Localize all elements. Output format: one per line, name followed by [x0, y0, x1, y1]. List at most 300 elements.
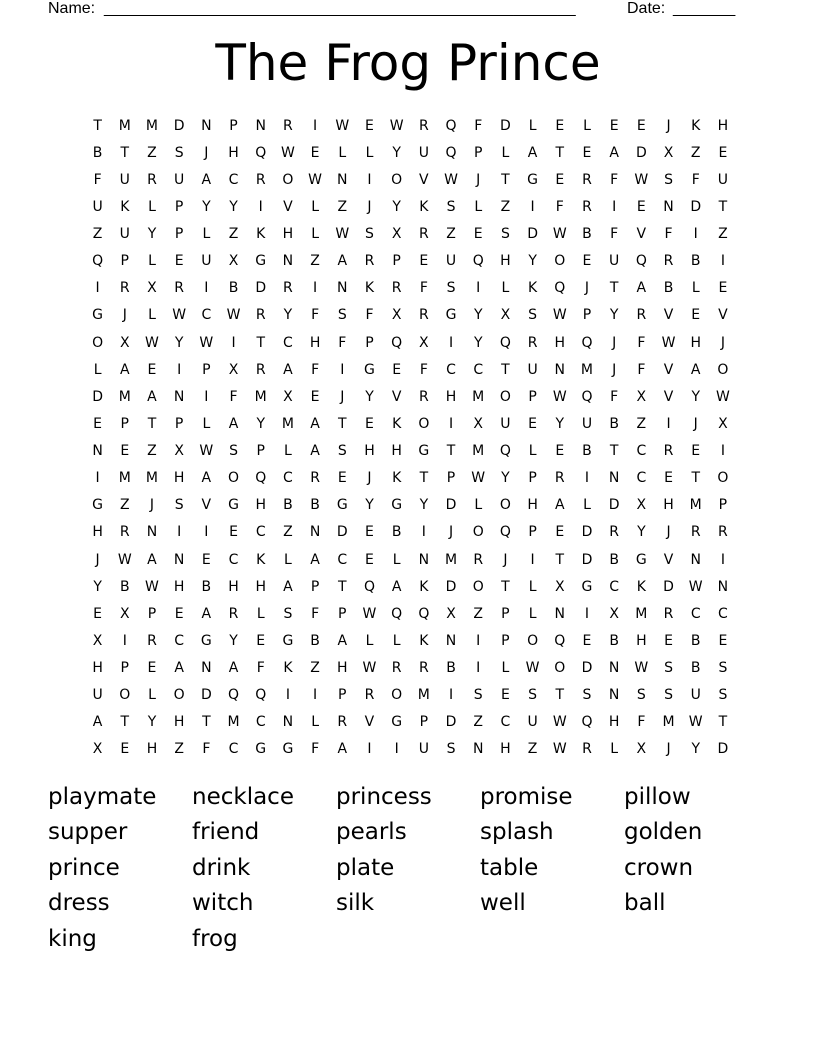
- grid-letter[interactable]: A: [337, 632, 348, 649]
- grid-letter[interactable]: Q: [499, 334, 511, 351]
- grid-letter[interactable]: P: [310, 578, 320, 595]
- grid-letter[interactable]: H: [500, 741, 511, 758]
- grid-letter[interactable]: A: [337, 253, 348, 270]
- grid-letter[interactable]: E: [582, 253, 592, 270]
- grid-letter[interactable]: U: [527, 361, 538, 378]
- grid-letter[interactable]: M: [118, 117, 131, 134]
- grid-letter[interactable]: Z: [337, 198, 348, 215]
- grid-letter[interactable]: I: [666, 415, 671, 432]
- grid-letter[interactable]: E: [147, 660, 157, 677]
- grid-letter[interactable]: Q: [581, 334, 593, 351]
- grid-letter[interactable]: K: [419, 198, 429, 215]
- grid-letter[interactable]: P: [528, 388, 537, 405]
- grid-letter[interactable]: K: [256, 551, 266, 568]
- grid-letter[interactable]: T: [93, 117, 102, 134]
- grid-letter[interactable]: B: [609, 632, 619, 649]
- grid-letter[interactable]: K: [419, 632, 429, 649]
- grid-letter[interactable]: U: [201, 253, 212, 270]
- grid-letter[interactable]: V: [663, 551, 674, 568]
- grid-letter[interactable]: N: [717, 578, 729, 595]
- grid-letter[interactable]: L: [284, 443, 292, 460]
- grid-letter[interactable]: P: [582, 307, 592, 324]
- grid-letter[interactable]: Z: [718, 226, 728, 243]
- grid-letter[interactable]: S: [174, 144, 184, 161]
- grid-letter[interactable]: E: [555, 171, 565, 188]
- grid-letter[interactable]: E: [718, 144, 728, 161]
- grid-letter[interactable]: D: [581, 660, 593, 677]
- grid-letter[interactable]: H: [445, 388, 457, 405]
- grid-letter[interactable]: N: [282, 253, 294, 270]
- grid-letter[interactable]: A: [609, 144, 619, 161]
- grid-letter[interactable]: E: [120, 741, 130, 758]
- grid-letter[interactable]: N: [608, 687, 620, 704]
- grid-letter[interactable]: C: [283, 334, 293, 351]
- grid-letter[interactable]: M: [662, 714, 675, 731]
- grid-letter[interactable]: V: [718, 307, 728, 324]
- grid-letter[interactable]: L: [148, 687, 156, 704]
- grid-letter[interactable]: B: [690, 632, 701, 649]
- grid-letter[interactable]: O: [173, 687, 185, 704]
- grid-letter[interactable]: H: [364, 443, 375, 460]
- grid-letter[interactable]: N: [255, 117, 266, 134]
- grid-letter[interactable]: R: [473, 551, 484, 568]
- grid-letter[interactable]: A: [119, 361, 130, 378]
- grid-letter[interactable]: L: [691, 280, 700, 297]
- grid-letter[interactable]: D: [336, 524, 348, 541]
- grid-letter[interactable]: X: [228, 253, 239, 270]
- grid-letter[interactable]: Q: [581, 388, 593, 405]
- grid-letter[interactable]: D: [690, 198, 702, 215]
- grid-letter[interactable]: S: [446, 741, 456, 758]
- grid-letter[interactable]: K: [364, 280, 375, 297]
- grid-letter[interactable]: I: [204, 524, 209, 541]
- grid-letter[interactable]: W: [525, 660, 540, 677]
- grid-letter[interactable]: R: [663, 605, 674, 622]
- grid-letter[interactable]: D: [92, 388, 103, 405]
- grid-letter[interactable]: P: [120, 415, 129, 432]
- grid-letter[interactable]: F: [664, 226, 673, 243]
- grid-letter[interactable]: O: [119, 687, 131, 704]
- grid-letter[interactable]: M: [254, 388, 267, 405]
- grid-letter[interactable]: I: [448, 334, 454, 351]
- grid-letter[interactable]: M: [417, 687, 430, 704]
- grid-letter[interactable]: J: [340, 388, 345, 405]
- grid-letter[interactable]: Z: [473, 605, 484, 622]
- grid-letter[interactable]: A: [147, 551, 157, 568]
- grid-letter[interactable]: B: [310, 497, 320, 514]
- grid-letter[interactable]: O: [391, 171, 403, 188]
- grid-letter[interactable]: E: [691, 307, 701, 324]
- grid-letter[interactable]: W: [172, 307, 187, 324]
- grid-letter[interactable]: E: [473, 226, 483, 243]
- grid-letter[interactable]: N: [201, 660, 212, 677]
- grid-letter[interactable]: C: [690, 605, 701, 622]
- grid-letter[interactable]: O: [418, 415, 430, 432]
- grid-letter[interactable]: N: [309, 524, 321, 541]
- grid-letter[interactable]: M: [444, 551, 458, 568]
- grid-letter[interactable]: H: [146, 741, 158, 758]
- grid-letter[interactable]: X: [391, 307, 402, 324]
- grid-letter[interactable]: T: [718, 714, 728, 731]
- grid-letter[interactable]: G: [445, 307, 457, 324]
- grid-letter[interactable]: Q: [581, 714, 593, 731]
- grid-letter[interactable]: B: [391, 524, 402, 541]
- grid-letter[interactable]: G: [336, 497, 348, 514]
- grid-letter[interactable]: P: [174, 198, 184, 215]
- grid-letter[interactable]: P: [365, 334, 374, 351]
- grid-letter[interactable]: E: [636, 198, 646, 215]
- grid-letter[interactable]: W: [661, 334, 676, 351]
- grid-letter[interactable]: X: [92, 741, 103, 758]
- grid-letter[interactable]: I: [340, 361, 345, 378]
- grid-letter[interactable]: I: [258, 198, 263, 215]
- grid-letter[interactable]: V: [364, 714, 375, 731]
- grid-letter[interactable]: R: [527, 334, 538, 351]
- grid-letter[interactable]: R: [690, 524, 701, 541]
- grid-letter[interactable]: X: [283, 388, 293, 405]
- grid-letter[interactable]: E: [147, 361, 157, 378]
- grid-letter[interactable]: Q: [554, 632, 566, 649]
- grid-letter[interactable]: Y: [202, 198, 211, 215]
- grid-letter[interactable]: H: [282, 226, 294, 243]
- grid-letter[interactable]: F: [93, 171, 102, 188]
- grid-letter[interactable]: F: [311, 741, 320, 758]
- grid-letter[interactable]: R: [255, 171, 266, 188]
- grid-letter[interactable]: A: [337, 741, 348, 758]
- grid-letter[interactable]: D: [717, 741, 729, 758]
- grid-letter[interactable]: W: [471, 470, 486, 487]
- grid-letter[interactable]: C: [174, 632, 185, 649]
- grid-letter[interactable]: W: [308, 171, 323, 188]
- grid-letter[interactable]: O: [391, 687, 403, 704]
- grid-letter[interactable]: W: [634, 660, 649, 677]
- grid-letter[interactable]: I: [177, 524, 182, 541]
- grid-letter[interactable]: B: [228, 280, 239, 297]
- grid-letter[interactable]: H: [173, 714, 185, 731]
- grid-letter[interactable]: W: [552, 307, 567, 324]
- grid-letter[interactable]: C: [228, 171, 239, 188]
- grid-letter[interactable]: H: [690, 334, 701, 351]
- grid-letter[interactable]: Q: [391, 605, 403, 622]
- grid-letter[interactable]: T: [501, 171, 510, 188]
- grid-letter[interactable]: R: [174, 280, 185, 297]
- grid-letter[interactable]: I: [584, 470, 590, 487]
- grid-letter[interactable]: L: [338, 144, 347, 161]
- grid-letter[interactable]: M: [472, 443, 485, 460]
- grid-letter[interactable]: I: [448, 687, 454, 704]
- grid-letter[interactable]: R: [119, 524, 130, 541]
- grid-letter[interactable]: K: [120, 198, 130, 215]
- grid-letter[interactable]: A: [283, 578, 293, 595]
- grid-letter[interactable]: N: [472, 741, 484, 758]
- grid-letter[interactable]: J: [584, 280, 590, 297]
- grid-letter[interactable]: G: [200, 632, 212, 649]
- grid-letter[interactable]: R: [255, 307, 266, 324]
- grid-letter[interactable]: U: [174, 171, 185, 188]
- grid-letter[interactable]: T: [555, 144, 565, 161]
- grid-letter[interactable]: U: [92, 198, 103, 215]
- grid-letter[interactable]: B: [609, 551, 619, 568]
- grid-letter[interactable]: I: [720, 443, 725, 460]
- grid-letter[interactable]: W: [715, 388, 730, 405]
- grid-letter[interactable]: Y: [256, 415, 265, 432]
- grid-letter[interactable]: A: [310, 551, 320, 568]
- grid-letter[interactable]: K: [256, 226, 266, 243]
- grid-letter[interactable]: H: [663, 497, 674, 514]
- grid-letter[interactable]: T: [555, 551, 565, 568]
- grid-letter[interactable]: Q: [363, 578, 375, 595]
- grid-letter[interactable]: T: [718, 198, 728, 215]
- grid-letter[interactable]: I: [612, 198, 617, 215]
- grid-letter[interactable]: E: [500, 687, 510, 704]
- grid-letter[interactable]: B: [201, 578, 212, 595]
- grid-letter[interactable]: Z: [228, 226, 239, 243]
- grid-letter[interactable]: S: [500, 226, 510, 243]
- grid-letter[interactable]: J: [367, 470, 372, 487]
- grid-letter[interactable]: I: [177, 361, 182, 378]
- grid-letter[interactable]: U: [92, 687, 103, 704]
- grid-letter[interactable]: S: [664, 171, 673, 188]
- grid-letter[interactable]: B: [609, 415, 619, 432]
- grid-letter[interactable]: W: [280, 144, 295, 161]
- grid-letter[interactable]: U: [690, 687, 701, 704]
- grid-letter[interactable]: Q: [554, 280, 566, 297]
- grid-letter[interactable]: E: [310, 388, 320, 405]
- grid-letter[interactable]: W: [335, 226, 350, 243]
- grid-letter[interactable]: E: [419, 253, 429, 270]
- grid-letter[interactable]: M: [472, 388, 485, 405]
- grid-letter[interactable]: R: [418, 660, 429, 677]
- grid-letter[interactable]: P: [718, 497, 728, 514]
- grid-letter[interactable]: U: [119, 171, 130, 188]
- grid-letter[interactable]: B: [119, 578, 130, 595]
- grid-letter[interactable]: G: [527, 171, 539, 188]
- grid-letter[interactable]: R: [718, 524, 728, 541]
- grid-letter[interactable]: Y: [365, 388, 374, 405]
- grid-letter[interactable]: I: [313, 687, 318, 704]
- grid-letter[interactable]: X: [391, 226, 402, 243]
- grid-letter[interactable]: O: [527, 632, 539, 649]
- grid-letter[interactable]: Z: [446, 226, 456, 243]
- grid-letter[interactable]: S: [337, 443, 347, 460]
- grid-letter[interactable]: E: [718, 280, 728, 297]
- grid-letter[interactable]: Y: [609, 307, 619, 324]
- grid-letter[interactable]: U: [717, 171, 729, 188]
- grid-letter[interactable]: I: [313, 280, 318, 297]
- grid-letter[interactable]: X: [446, 605, 456, 622]
- grid-letter[interactable]: K: [392, 415, 402, 432]
- grid-letter[interactable]: G: [228, 497, 239, 514]
- grid-letter[interactable]: E: [174, 253, 184, 270]
- grid-letter[interactable]: M: [118, 388, 131, 405]
- grid-letter[interactable]: X: [718, 415, 728, 432]
- grid-letter[interactable]: J: [122, 307, 127, 324]
- grid-letter[interactable]: W: [145, 578, 159, 595]
- grid-letter[interactable]: R: [283, 280, 293, 297]
- grid-letter[interactable]: U: [527, 714, 538, 731]
- grid-letter[interactable]: S: [528, 687, 538, 704]
- grid-letter[interactable]: W: [552, 741, 567, 758]
- grid-letter[interactable]: P: [501, 605, 510, 622]
- grid-letter[interactable]: U: [445, 253, 457, 270]
- grid-letter[interactable]: C: [446, 361, 456, 378]
- grid-letter[interactable]: C: [500, 714, 511, 731]
- grid-letter[interactable]: F: [474, 117, 483, 134]
- grid-letter[interactable]: L: [284, 551, 292, 568]
- grid-letter[interactable]: S: [174, 497, 184, 514]
- grid-letter[interactable]: E: [664, 470, 673, 487]
- grid-letter[interactable]: J: [720, 334, 725, 351]
- grid-letter[interactable]: L: [93, 361, 102, 378]
- grid-letter[interactable]: Y: [473, 334, 483, 351]
- grid-letter[interactable]: S: [582, 687, 592, 704]
- grid-letter[interactable]: R: [418, 307, 429, 324]
- grid-letter[interactable]: T: [338, 578, 347, 595]
- grid-letter[interactable]: Q: [635, 253, 647, 270]
- grid-letter[interactable]: A: [147, 388, 157, 405]
- grid-letter[interactable]: A: [310, 415, 320, 432]
- grid-letter[interactable]: I: [448, 415, 454, 432]
- grid-letter[interactable]: A: [310, 443, 320, 460]
- grid-letter[interactable]: F: [311, 361, 320, 378]
- grid-letter[interactable]: O: [499, 497, 511, 514]
- grid-letter[interactable]: A: [690, 361, 701, 378]
- grid-letter[interactable]: X: [174, 443, 184, 460]
- grid-letter[interactable]: C: [636, 470, 647, 487]
- grid-letter[interactable]: L: [311, 714, 319, 731]
- grid-letter[interactable]: E: [528, 415, 538, 432]
- grid-letter[interactable]: M: [145, 470, 159, 487]
- grid-letter[interactable]: E: [609, 117, 619, 134]
- grid-letter[interactable]: R: [391, 660, 402, 677]
- grid-letter[interactable]: I: [204, 388, 209, 405]
- grid-letter[interactable]: H: [391, 443, 402, 460]
- grid-letter[interactable]: R: [283, 117, 293, 134]
- grid-letter[interactable]: N: [337, 171, 348, 188]
- grid-letter[interactable]: A: [201, 171, 212, 188]
- grid-letter[interactable]: T: [609, 280, 619, 297]
- grid-letter[interactable]: D: [581, 551, 593, 568]
- grid-letter[interactable]: Y: [419, 497, 429, 514]
- grid-letter[interactable]: S: [473, 687, 483, 704]
- grid-letter[interactable]: P: [392, 253, 401, 270]
- grid-letter[interactable]: O: [554, 660, 566, 677]
- grid-letter[interactable]: W: [444, 171, 458, 188]
- grid-letter[interactable]: C: [609, 578, 620, 595]
- grid-letter[interactable]: A: [228, 660, 239, 677]
- grid-letter[interactable]: D: [445, 714, 457, 731]
- grid-letter[interactable]: M: [145, 117, 159, 134]
- grid-letter[interactable]: R: [663, 443, 674, 460]
- grid-letter[interactable]: Q: [499, 443, 511, 460]
- grid-letter[interactable]: I: [313, 117, 318, 134]
- grid-letter[interactable]: R: [418, 117, 429, 134]
- grid-letter[interactable]: U: [119, 226, 130, 243]
- grid-letter[interactable]: R: [337, 714, 348, 731]
- grid-letter[interactable]: C: [718, 605, 728, 622]
- grid-letter[interactable]: O: [472, 578, 484, 595]
- grid-letter[interactable]: O: [717, 470, 729, 487]
- grid-letter[interactable]: J: [204, 144, 209, 161]
- grid-letter[interactable]: Q: [445, 144, 457, 161]
- grid-letter[interactable]: A: [201, 605, 212, 622]
- grid-letter[interactable]: G: [255, 253, 267, 270]
- grid-letter[interactable]: F: [610, 171, 619, 188]
- grid-letter[interactable]: E: [229, 524, 238, 541]
- grid-letter[interactable]: W: [634, 171, 649, 188]
- grid-letter[interactable]: R: [228, 605, 239, 622]
- grid-letter[interactable]: J: [612, 361, 617, 378]
- grid-letter[interactable]: F: [311, 605, 320, 622]
- grid-letter[interactable]: Y: [637, 524, 646, 541]
- grid-letter[interactable]: L: [392, 632, 401, 649]
- grid-letter[interactable]: Y: [501, 470, 510, 487]
- grid-letter[interactable]: F: [637, 334, 646, 351]
- grid-letter[interactable]: O: [228, 470, 240, 487]
- grid-letter[interactable]: O: [717, 361, 729, 378]
- grid-letter[interactable]: I: [720, 551, 725, 568]
- grid-letter[interactable]: Y: [528, 253, 537, 270]
- grid-letter[interactable]: A: [201, 470, 212, 487]
- grid-letter[interactable]: Y: [691, 388, 700, 405]
- grid-letter[interactable]: M: [580, 361, 594, 378]
- grid-letter[interactable]: U: [609, 253, 620, 270]
- grid-letter[interactable]: X: [228, 361, 239, 378]
- grid-letter[interactable]: H: [255, 497, 266, 514]
- grid-letter[interactable]: L: [501, 144, 510, 161]
- grid-letter[interactable]: R: [582, 171, 592, 188]
- grid-letter[interactable]: S: [718, 660, 728, 677]
- grid-letter[interactable]: U: [581, 415, 593, 432]
- grid-letter[interactable]: P: [120, 253, 129, 270]
- grid-letter[interactable]: P: [528, 470, 537, 487]
- grid-letter[interactable]: J: [476, 171, 481, 188]
- grid-letter[interactable]: F: [256, 660, 265, 677]
- grid-letter[interactable]: A: [554, 497, 565, 514]
- grid-letter[interactable]: F: [419, 280, 428, 297]
- grid-letter[interactable]: L: [528, 578, 537, 595]
- grid-letter[interactable]: E: [256, 632, 266, 649]
- grid-letter[interactable]: X: [636, 388, 647, 405]
- grid-letter[interactable]: S: [664, 660, 673, 677]
- grid-letter[interactable]: E: [691, 443, 701, 460]
- grid-letter[interactable]: R: [147, 632, 157, 649]
- grid-letter[interactable]: X: [119, 605, 130, 622]
- grid-letter[interactable]: J: [149, 497, 155, 514]
- grid-letter[interactable]: E: [582, 632, 592, 649]
- grid-letter[interactable]: G: [391, 714, 403, 731]
- grid-letter[interactable]: Y: [365, 497, 374, 514]
- grid-letter[interactable]: W: [688, 714, 703, 731]
- grid-letter[interactable]: H: [228, 578, 239, 595]
- grid-letter[interactable]: W: [199, 334, 214, 351]
- grid-letter[interactable]: G: [581, 578, 593, 595]
- grid-letter[interactable]: R: [255, 361, 266, 378]
- grid-letter[interactable]: C: [255, 524, 266, 541]
- grid-letter[interactable]: I: [584, 605, 590, 622]
- grid-letter[interactable]: Y: [147, 226, 157, 243]
- grid-letter[interactable]: R: [310, 470, 320, 487]
- grid-letter[interactable]: G: [92, 497, 104, 514]
- grid-letter[interactable]: B: [690, 253, 701, 270]
- grid-letter[interactable]: W: [145, 334, 159, 351]
- grid-letter[interactable]: E: [93, 605, 103, 622]
- grid-letter[interactable]: P: [229, 117, 238, 134]
- grid-letter[interactable]: F: [229, 388, 238, 405]
- grid-letter[interactable]: T: [202, 714, 211, 731]
- grid-letter[interactable]: K: [528, 280, 538, 297]
- grid-letter[interactable]: N: [608, 660, 620, 677]
